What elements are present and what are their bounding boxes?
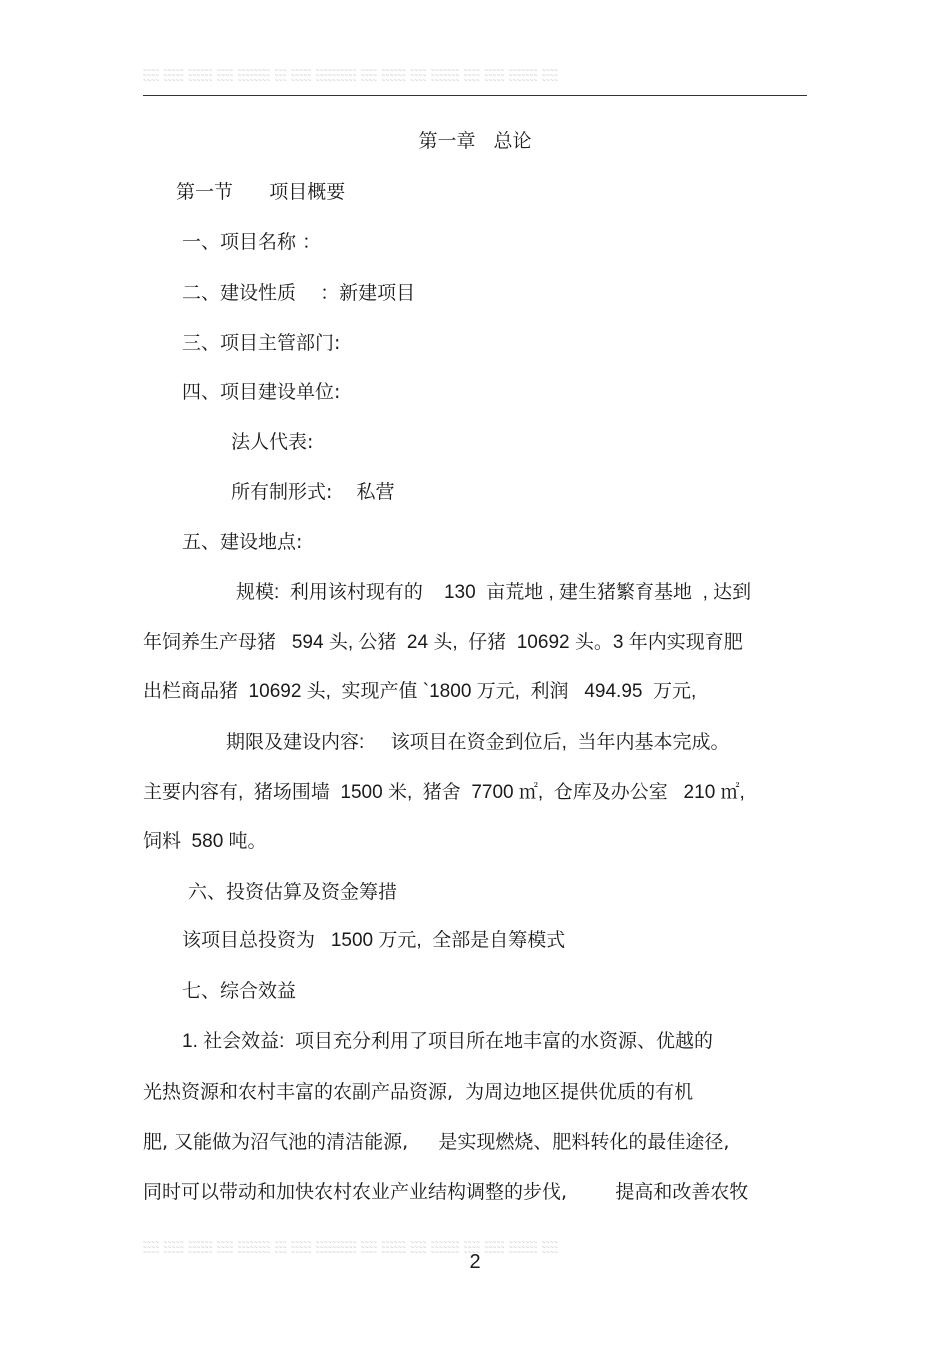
period-line-1: 期限及建设内容: 该项目在资金到位后, 当年内基本完成。 bbox=[226, 732, 730, 753]
benefit-heading: 七、综合效益 bbox=[182, 980, 297, 1002]
benefit-line-4: 同时可以带动和加快农村农业产业结构调整的步伐, 提高和改善农牧 bbox=[143, 1181, 749, 1203]
chapter-title: 第一章 总论 bbox=[418, 130, 532, 152]
item-supervising-dept: 三、项目主管部门: bbox=[182, 332, 341, 354]
investment-heading: 六、投资估算及资金筹措 bbox=[188, 881, 398, 903]
item-location: 五、建设地点: bbox=[182, 531, 303, 553]
item-construction-nature: 二、建设性质 ：新建项目 bbox=[182, 282, 416, 304]
investment-text: 该项目总投资为 1500 万元, 全部是自筹模式 bbox=[182, 930, 566, 951]
scale-line-2: 年饲养生产母猪 594 头, 公猪 24 头, 仔猪 10692 头。3 年内实现育肥 bbox=[143, 632, 743, 653]
scale-line-3: 出栏商品猪 10692 头, 实现产值 `1800 万元, 利润 494.95 万元, bbox=[143, 681, 697, 702]
header-noise: ~~~~ ~~~~~ ~~~~~~ ~~~~ ~~~~~~~~ ~~~ ~~~~~ ~~~~~~~~~~ ~~~~ ~~~~~~ ~~~~ ~~~~~~~ ~~~~ ~~~~~ ~~~~~~~ ~~~~ ~~~~ ~~~~~ ~~~~~~ ~~~~ ~~~~~~~~ ~~~ ~~~~~ ~~~~~~~~~~ ~~~~ ~~~~~~ ~~~~ ~~~~~~~ ~~~~ ~~~~~ ~~~~~~~ ~~~~ ~~~~ ~~~~~ ~~~~~~ ~~~~ ~~~~~~~~ ~~~ ~~~~~ ~~~~~~~~~~ ~~~~ ~~~~~~ ~~~~ ~~~~~~~ ~~~~ ~~~~~ ~~~~~~~ ~~~~ bbox=[143, 68, 559, 84]
period-line-2: 主要内容有, 猪场围墙 1500 米, 猪舍 7700 ㎡, 仓库及办公室 210 ㎡, bbox=[143, 782, 745, 803]
section-title: 第一节 项目概要 bbox=[176, 181, 346, 203]
benefit-line-3: 肥, 又能做为沼气池的清洁能源, 是实现燃烧、肥料转化的最佳途径, bbox=[143, 1131, 730, 1153]
period-line-3: 饲料 580 吨。 bbox=[143, 831, 267, 852]
benefit-line-2: 光热资源和农村丰富的农副产品资源, 为周边地区提供优质的有机 bbox=[143, 1081, 694, 1103]
benefit-line-1: 1. 社会效益: 项目充分利用了项目所在地丰富的水资源、优越的 bbox=[182, 1031, 713, 1052]
item-construction-unit: 四、项目建设单位: bbox=[182, 381, 341, 403]
item-ownership: 所有制形式: 私营 bbox=[231, 481, 395, 503]
page-number: 2 bbox=[469, 1251, 481, 1273]
header-rule bbox=[143, 95, 807, 96]
footer-noise: ~~~~ ~~~~~ ~~~~~~ ~~~~ ~~~~~~~~ ~~~ ~~~~~ ~~~~~~~~~~ ~~~~ ~~~~~~ ~~~~ ~~~~~~~ ~~~~ ~~~~~ ~~~~~~~ ~~~~ ~~~~ ~~~~~ ~~~~~~ ~~~~ ~~~~~~~~ ~~~ ~~~~~ ~~~~~~~~~~ ~~~~ ~~~~~~ ~~~~ ~~~~~~~ ~~~~ ~~~~~ ~~~~~~~ ~~~~ ~~~~ ~~~~~ ~~~~~~ ~~~~ ~~~~~~~~ ~~~ ~~~~~ ~~~~~~~~~~ ~~~~ ~~~~~~ ~~~~ ~~~~~~~ ~~~~ ~~~~~ ~~~~~~~ ~~~~ bbox=[143, 1240, 559, 1256]
item-project-name: 一、项目名称 ： bbox=[182, 231, 322, 253]
scale-line-1: 规模: 利用该村现有的 130 亩荒地 , 建生猪繁育基地 , 达到 bbox=[236, 582, 752, 603]
item-legal-rep: 法人代表: bbox=[231, 431, 314, 453]
